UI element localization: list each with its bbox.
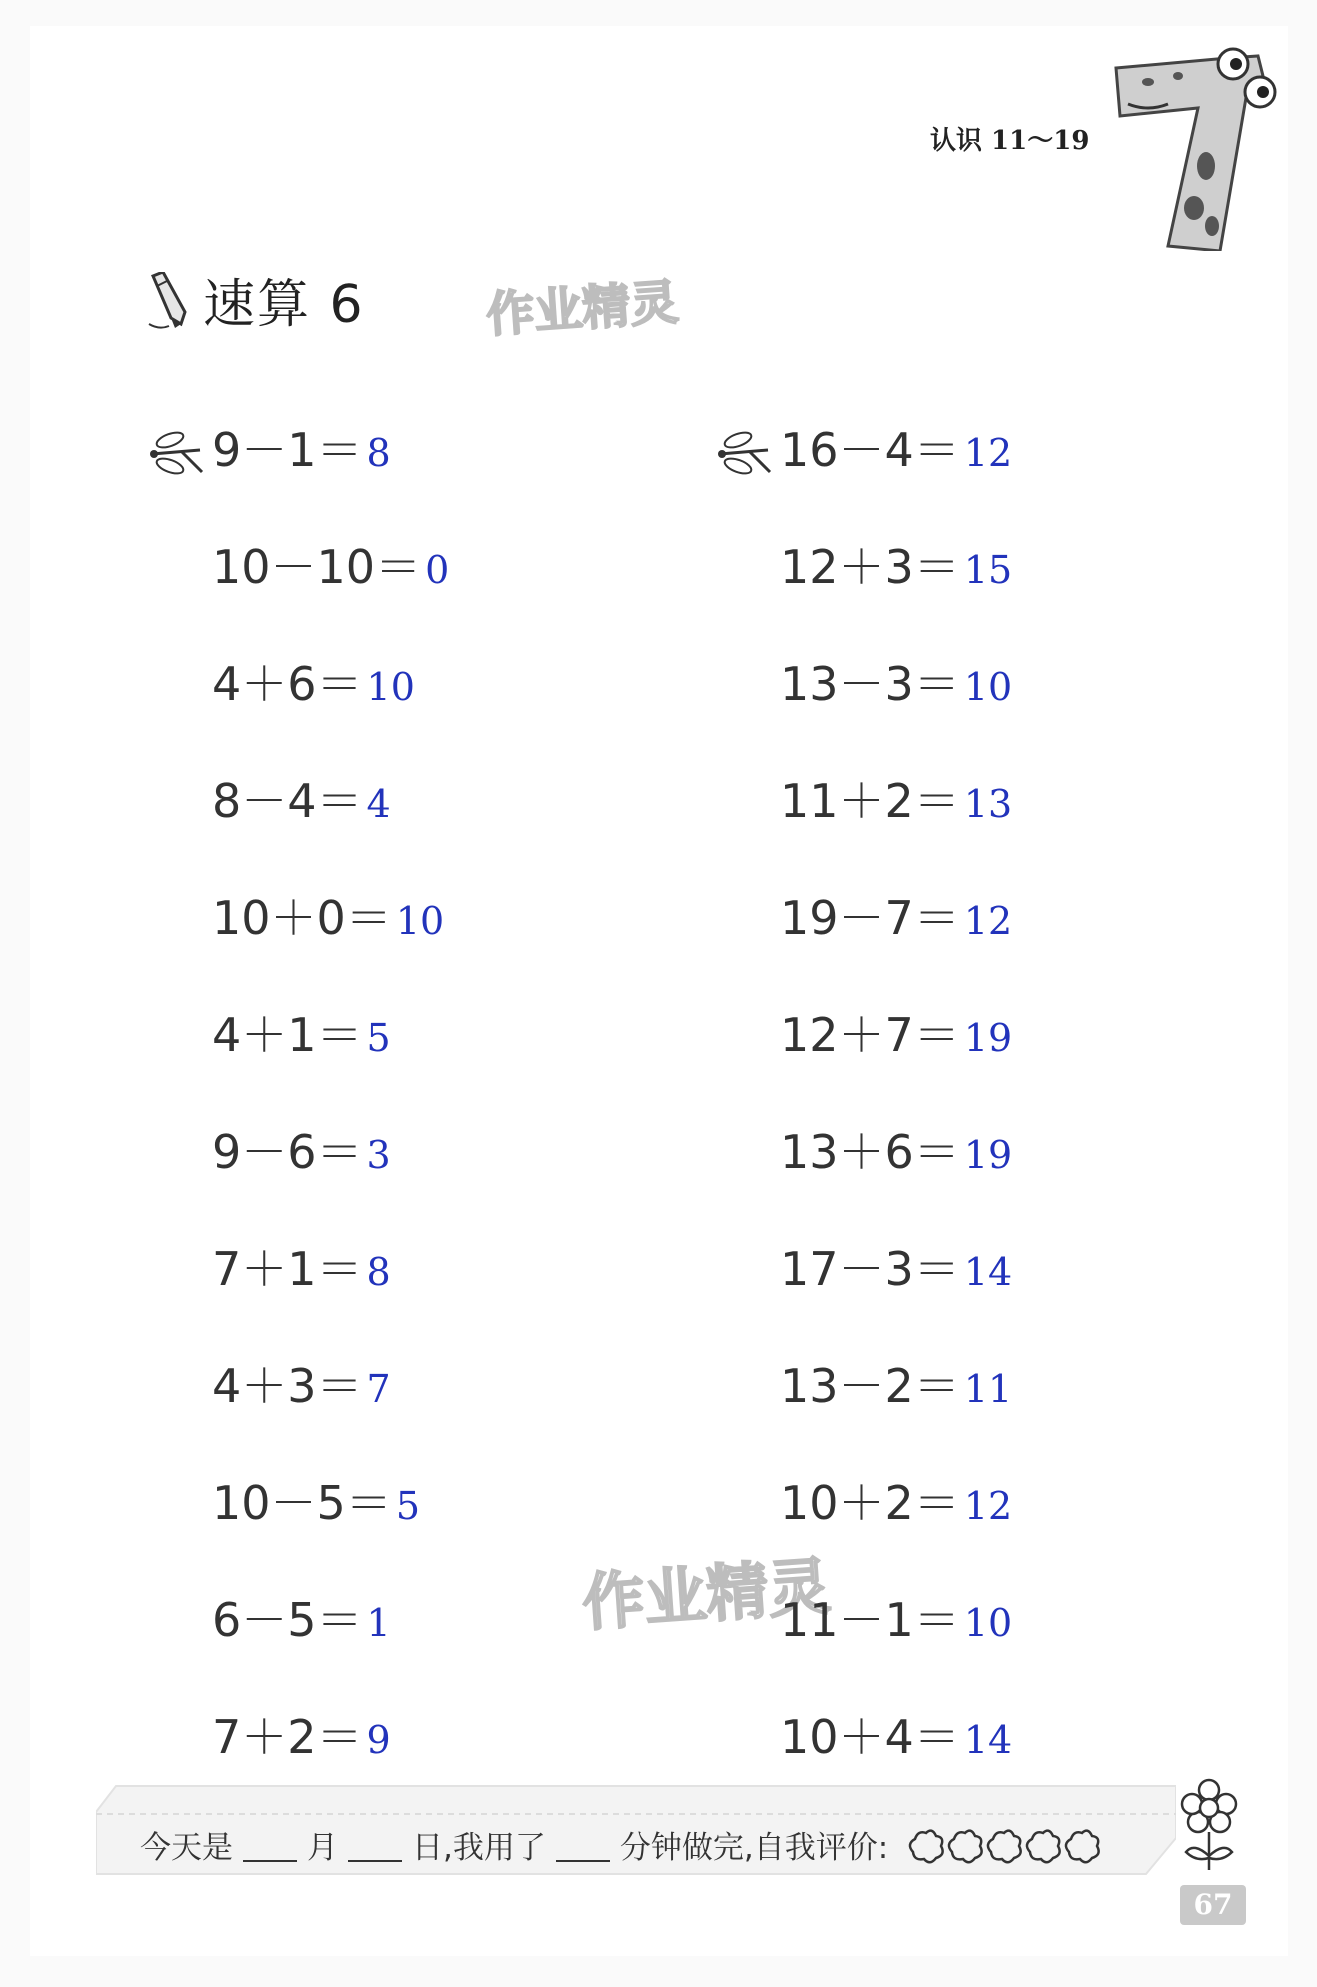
problem-row: [120, 888, 640, 1005]
problem-expression: 11－1＝: [780, 1593, 960, 1647]
problem-expression: 6－5＝: [212, 1593, 363, 1647]
problem-expression: 7＋1＝: [212, 1242, 363, 1296]
rating-flower-icon: [988, 1831, 1021, 1863]
problem-row: [120, 1590, 640, 1707]
rating-flower-icon: [1066, 1831, 1099, 1863]
pencil-icon: [145, 272, 195, 330]
self-rating-flowers[interactable]: [906, 1828, 1102, 1866]
problem-answer: 5: [395, 1484, 420, 1528]
problem-column-right: [688, 420, 1208, 1824]
problem-row: [688, 654, 1208, 771]
problem-answer: 7: [366, 1367, 391, 1411]
problem-row: [688, 1473, 1208, 1590]
problem-answer: 12: [963, 431, 1013, 475]
problem-answer: 11: [963, 1367, 1013, 1411]
flower-icon: [1178, 1778, 1240, 1874]
problem-expression: 17－3＝: [780, 1242, 960, 1296]
problem-answer: 19: [963, 1133, 1013, 1177]
problem-row: [688, 1356, 1208, 1473]
problem-expression: 16－4＝: [780, 423, 960, 477]
rating-flower-icon: [1027, 1831, 1060, 1863]
problem-expression: 4＋1＝: [212, 1008, 363, 1062]
day-blank[interactable]: [348, 1836, 402, 1862]
problem-expression: 7＋2＝: [212, 1710, 363, 1764]
problem-expression: 8－4＝: [212, 774, 363, 828]
problem-row: [688, 888, 1208, 1005]
problem-row: [688, 1239, 1208, 1356]
problem-answer: 10: [395, 899, 445, 943]
dragonfly-icon: [716, 428, 774, 478]
problem-answer: 8: [366, 431, 391, 475]
problem-answer: 19: [963, 1016, 1013, 1060]
problem-expression: 10＋2＝: [780, 1476, 960, 1530]
problem-row: [688, 771, 1208, 888]
problem-expression: 13－2＝: [780, 1359, 960, 1413]
problem-expression: 10－5＝: [212, 1476, 392, 1530]
page-number: 67: [1180, 1885, 1246, 1925]
problem-expression: 19－7＝: [780, 891, 960, 945]
problem-row: [688, 420, 1208, 537]
problem-row: [120, 420, 640, 537]
problem-expression: 10＋4＝: [780, 1710, 960, 1764]
problem-answer: 0: [425, 548, 450, 592]
problem-answer: 14: [963, 1250, 1013, 1294]
problem-answer: 4: [366, 782, 391, 826]
footer-label-today: 今天是: [140, 1830, 233, 1866]
problem-expression: 4＋6＝: [212, 657, 363, 711]
problem-column-left: [120, 420, 640, 1824]
problem-answer: 10: [963, 1601, 1013, 1645]
rating-flower-icon: [949, 1831, 982, 1863]
problem-expression: 13－3＝: [780, 657, 960, 711]
footer-label-day: 日,我用了: [412, 1830, 546, 1866]
rating-flower-icon: [910, 1831, 943, 1863]
problem-answer: 13: [963, 782, 1013, 826]
problem-expression: 4＋3＝: [212, 1359, 363, 1413]
problem-row: [120, 1005, 640, 1122]
problem-answer: 9: [366, 1718, 391, 1762]
giraffe-seven-icon: [1108, 46, 1278, 251]
watermark: 作业精灵: [484, 274, 681, 344]
problem-expression: 9－1＝: [212, 423, 363, 477]
problem-row: [688, 537, 1208, 654]
chapter-topic: 认识 11～19: [930, 126, 1090, 156]
problem-row: [120, 771, 640, 888]
problem-row: [120, 1239, 640, 1356]
footer-label-minutes: 分钟做完,自我评价:: [619, 1830, 889, 1866]
problem-expression: 12＋7＝: [780, 1008, 960, 1062]
problem-expression: 10－10＝: [212, 540, 422, 594]
problem-answer: 10: [366, 665, 415, 709]
problem-expression: 12＋3＝: [780, 540, 960, 594]
problem-expression: 13＋6＝: [780, 1125, 960, 1179]
problem-answer: 15: [963, 548, 1013, 592]
problem-row: [120, 537, 640, 654]
problem-expression: 9－6＝: [212, 1125, 363, 1179]
problem-answer: 8: [366, 1250, 391, 1294]
footer-label-month: 月: [307, 1830, 338, 1866]
problem-answer: 3: [366, 1133, 391, 1177]
page-title: 速算 6: [203, 275, 365, 335]
problem-row: [688, 1005, 1208, 1122]
problem-row: [120, 654, 640, 771]
problem-answer: 14: [963, 1718, 1013, 1762]
minutes-blank[interactable]: [556, 1836, 610, 1862]
problem-row: [120, 1473, 640, 1590]
problem-row: [120, 1122, 640, 1239]
month-blank[interactable]: [243, 1836, 297, 1862]
problem-row: [688, 1122, 1208, 1239]
problem-answer: 12: [963, 899, 1013, 943]
watermark: 作业精灵: [580, 1549, 833, 1640]
problem-answer: 5: [366, 1016, 391, 1060]
completion-record: [140, 1822, 1102, 1867]
problem-row: [688, 1590, 1208, 1707]
problem-answer: 1: [366, 1601, 391, 1645]
problem-expression: 11＋2＝: [780, 774, 960, 828]
problem-answer: 10: [963, 665, 1013, 709]
problem-expression: 10＋0＝: [212, 891, 392, 945]
problem-answer: 12: [963, 1484, 1013, 1528]
dragonfly-icon: [148, 428, 206, 478]
problem-row: [120, 1356, 640, 1473]
